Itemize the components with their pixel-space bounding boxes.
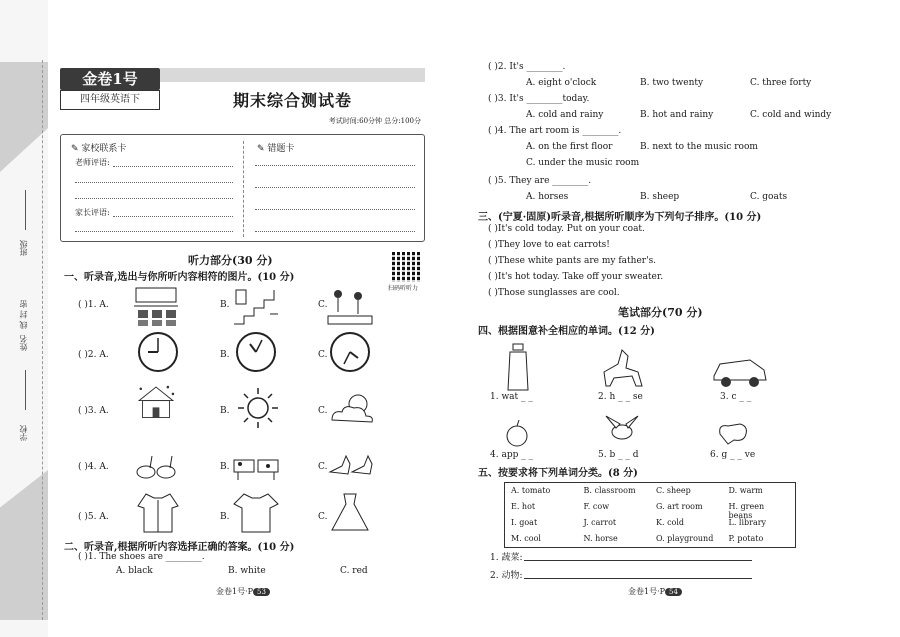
class-line [25,190,26,230]
table-cell: G. art room [656,502,703,511]
q5-option-c: C. [318,512,328,522]
q4-number: ( )4. A. [78,462,109,472]
q2-number: ( )2. A. [78,350,109,360]
q3-option-c: C. cold and windy [750,110,832,120]
table-cell: J. carrot [583,518,617,527]
table-cell: C. sheep [656,486,691,495]
listening-q1-option-a: A. black [116,566,153,576]
snowy-house-picture [130,382,182,426]
right-page-footer: 金卷1号·P 54 [628,586,682,597]
left-page [60,60,425,630]
q1-option-c: C. [318,300,328,310]
water-bottle-picture [498,342,538,392]
listening-part-title: 听力部分(30 分) [188,254,273,267]
dotted-line [113,166,233,167]
clock-picture [324,330,376,374]
q2-option-a: A. eight o'clock [526,78,597,88]
clock-picture [230,330,282,374]
q4-option-b: B. next to the music room [640,142,758,152]
table-row [505,531,795,547]
q1-number: ( )1. A. [78,300,109,310]
contact-card-title: ✎ 家校联系卡 [71,144,127,154]
q2-option-b: B. [220,350,230,360]
parent-comment-label: 家长评语: [75,208,110,217]
dotted-line [75,182,233,183]
dotted-line [255,187,415,188]
bird-picture [602,410,642,448]
q3-stem: ( )3. It's ________today. [488,94,590,104]
q3-option-b: B. [220,406,230,416]
card-divider [243,141,244,237]
dotted-line [255,231,415,232]
sentence-item: ( )Those sunglasses are cool. [488,288,620,298]
dotted-line [255,165,415,166]
classroom-picture [130,284,182,328]
word-blank: 3. c _ _ [720,392,752,402]
q2-stem: ( )2. It's ________. [488,62,566,72]
geese-picture [130,444,182,488]
table-cell: A. tomato [511,486,551,495]
apple-picture [502,418,532,448]
q5-option-c: C. goats [750,192,788,202]
sentence-item: ( )These white pants are my father's. [488,256,657,266]
playground-picture [324,284,376,328]
q5-stem: ( )5. They are ________. [488,176,592,186]
clock-picture [132,330,184,374]
table-cell: D. warm [728,486,763,495]
name-line [25,370,26,410]
horses-picture [324,444,376,488]
sentence-item: ( )It's cold today. Put on your coat. [488,224,645,234]
q3-option-b: B. hot and rainy [640,110,714,120]
tshirt-picture [230,490,282,534]
q5-option-b: B. [220,512,230,522]
table-cell: M. cool [511,534,541,543]
q4-option-b: B. [220,462,230,472]
glove-picture [716,418,750,448]
page-number: 53 [253,588,270,596]
binding-strip [0,0,48,637]
qr-caption: 扫码听听力 [388,285,419,292]
right-page [478,58,832,628]
class-label: 班级 [19,240,28,256]
error-card-title: ✎ 错题卡 [257,144,295,154]
word-blank: 1. wat _ _ [490,392,533,402]
left-page-footer: 金卷1号·P 53 [216,586,270,597]
table-cell: O. playground [656,534,714,543]
section3-title: 三、(宁夏·固原)听录音,根据所听顺序为下列句子排序。(10 分) [478,212,762,223]
strip-band-top [0,62,48,172]
table-cell: N. horse [583,534,618,543]
fold-line [42,60,43,620]
car-picture [710,350,770,390]
q5-number: ( )5. A. [78,512,109,522]
exam-title: 期末综合测试卷 [232,91,352,110]
table-cell: B. classroom [583,486,636,495]
grade-label: 四年级英语下 [60,90,160,110]
section4-title: 四、根据图意补全相应的单词。(12 分) [478,326,655,337]
teacher-comment-label: 老师评语: [75,158,110,167]
section5-title: 五、按要求将下列单词分类。(8 分) [478,468,638,479]
q3-option-c: C. [318,406,328,416]
cloudy-picture [326,386,378,430]
listening-q1-option-c: C. red [340,566,368,576]
q5-option-b: B. sheep [640,192,680,202]
seal-label: 线 封 密 [19,300,28,330]
name-label: 姓名 [19,335,28,351]
brand-logo: 金卷1号 [60,68,160,90]
cows-picture [230,444,282,488]
category-vegetables-label: 1. 蔬菜: [490,553,523,563]
page-number: 54 [665,588,682,596]
sun-picture [232,386,284,430]
sentence-item: ( )They love to eat carrots! [488,240,610,250]
listening-q1-stem: ( )1. The shoes are ________. [78,552,205,562]
dotted-line [75,198,233,199]
q2-option-c: C. three forty [750,78,812,88]
qr-code[interactable] [392,252,422,282]
vegetables-answer-line[interactable] [524,560,752,561]
q4-stem: ( )4. The art room is ________. [488,126,622,136]
stairs-picture [230,284,282,328]
table-cell: F. cow [583,502,610,511]
dress-picture [324,490,376,534]
table-row [505,499,795,520]
q4-option-c: C. under the music room [526,158,640,168]
q3-number: ( )3. A. [78,406,109,416]
table-row [505,515,795,531]
word-blank: 4. app _ _ [490,450,534,460]
dotted-line [75,231,233,232]
table-cell: L. library [728,518,767,527]
q5-option-a: A. horses [526,192,569,202]
dotted-line [255,209,415,210]
category-animals-label: 2. 动物: [490,571,523,581]
q1-option-b: B. [220,300,230,310]
table-cell: E. hot [511,502,536,511]
horse-picture [598,342,648,392]
table-cell: K. cold [656,518,685,527]
table-cell: H. green beans [728,502,765,520]
word-blank: 6. g _ _ ve [710,450,756,460]
exam-meta: 考试时间:60分钟 总分:100分 [328,117,421,125]
table-row [505,483,795,499]
contact-card-box [60,134,425,242]
word-blank: 2. h _ _ se [598,392,643,402]
sentence-item: ( )It's hot today. Take off your sweater. [488,272,664,282]
shirt-picture [132,490,184,534]
table-cell: P. potato [728,534,764,543]
word-blank: 5. b _ _ d [598,450,639,460]
listening-q1-option-b: B. white [228,566,266,576]
section2-title: 二、听录音,根据所听内容选择正确的答案。(10 分) [64,542,295,553]
word-table [504,482,796,548]
table-cell: I. goat [511,518,538,527]
animals-answer-line[interactable] [524,578,752,579]
section1-title: 一、听录音,选出与你所听内容相符的图片。(10 分) [64,272,295,283]
header-bar [160,68,425,82]
q2-option-c: C. [318,350,328,360]
dotted-line [113,216,233,217]
q3-option-a: A. cold and rainy [526,110,604,120]
strip-band-bottom [0,470,48,620]
school-label: 学校 [19,425,28,441]
q4-option-c: C. [318,462,328,472]
q4-option-a: A. on the first floor [526,142,613,152]
q2-option-b: B. two twenty [640,78,704,88]
written-part-title: 笔试部分(70 分) [618,306,703,319]
